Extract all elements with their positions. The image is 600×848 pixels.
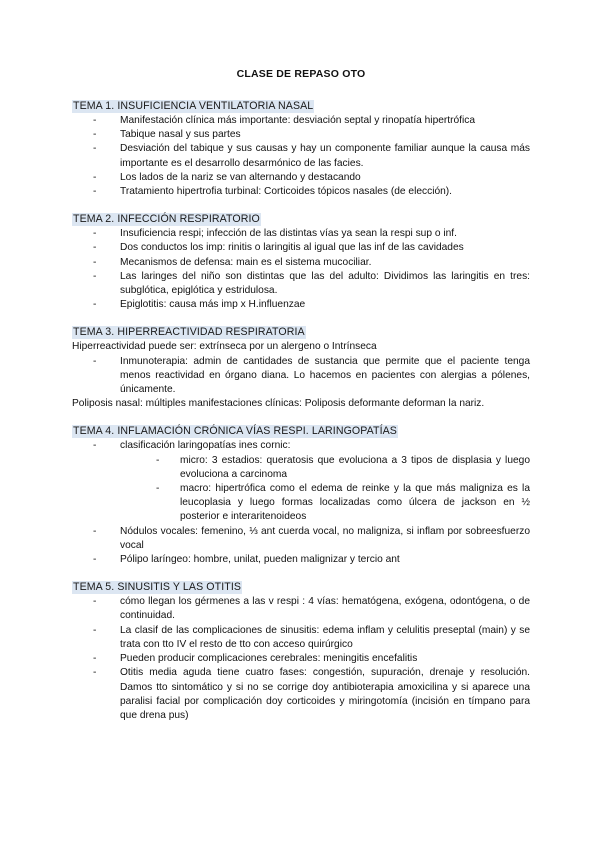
list-item: - Desviación del tabique y sus causas y hay un componente familiar aunque la causa más importante es el desarrollo desarmónico de las facies. xyxy=(120,142,530,170)
list-item xyxy=(120,439,530,524)
section-heading: TEMA 1. INSUFICIENCIA VENTILATORIA NASAL xyxy=(73,100,314,112)
bullet-list xyxy=(72,114,530,199)
document-title: CLASE DE REPASO OTO xyxy=(236,68,366,80)
list-item: - Dos conductos los imp: rinitis o laringitis al igual que las inf de las cavidades xyxy=(120,241,530,255)
section-heading: TEMA 5. SINUSITIS Y LAS OTITIS xyxy=(73,581,242,594)
list-item: - Los lados de la nariz se van alternando y destacando xyxy=(120,171,530,185)
list-item: - Epiglotitis: causa más imp x H.influenzae xyxy=(120,298,530,312)
section-heading: TEMA 2. INFECCIÓN RESPIRATORIO xyxy=(73,213,260,226)
bullet-list xyxy=(72,439,530,567)
list-item: - Insuficiencia respi; infección de las distintas vías ya sean la respi sup o inf. xyxy=(120,227,530,241)
paragraph-outro: Poliposis nasal: múltiples manifestaciones clínicas: Poliposis deformante deforman la nariz. xyxy=(72,398,485,410)
section-tema-3 xyxy=(72,322,530,411)
bullet-list xyxy=(72,227,530,312)
sub-list-item: - macro: hipertrófica como el edema de reinke y la que más maligniza es la leucoplasia y luego formas localizadas como úlcera de jackson en ½ posterior e interaritenoideos xyxy=(180,482,530,525)
section-heading: TEMA 3. HIPERREACTIVIDAD RESPIRATORIA xyxy=(73,326,305,339)
list-item: - cómo llegan los gérmenes a las v respi : 4 vías: hematógena, exógena, odontógena, o de continuidad. xyxy=(120,595,530,623)
list-item: - Tabique nasal y sus partes xyxy=(120,128,530,142)
paragraph-intro: Hiperreactividad puede ser: extrínseca por un alergeno o Intrínseca xyxy=(72,341,377,353)
list-item: - Nódulos vocales: femenino, ⅓ ant cuerda vocal, no maligniza, si inflam por sobreesfuerzo vocal xyxy=(120,525,530,553)
list-item: - La clasif de las complicaciones de sinusitis: edema inflam y celulitis preseptal (main) y se trata con tto IV el resto de tto con acceso quirúrgico xyxy=(120,624,530,652)
bullet-list xyxy=(72,355,530,398)
sub-bullet-list xyxy=(120,454,530,525)
section-tema-2 xyxy=(72,209,530,312)
section-tema-1 xyxy=(72,96,530,199)
list-item: - Inmunoterapia: admin de cantidades de sustancia que permite que el paciente tenga menos reactividad en órgano diana. Lo hacemos en pacientes con alergias a pólenes, únicamente. xyxy=(120,355,530,398)
list-item: - Pueden producir complicaciones cerebrales: meningitis encefalitis xyxy=(120,652,530,666)
section-tema-4 xyxy=(72,421,530,567)
list-item-text: clasificación laringopatías ines cornic: xyxy=(120,440,291,452)
list-item: - Las laringes del niño son distintas que las del adulto: Dividimos las laringitis en tres: subglótica, epiglótica y estridulosa. xyxy=(120,270,530,298)
list-item: - Manifestación clínica más importante: desviación septal y rinopatía hipertrófica xyxy=(120,114,530,128)
sub-list-item: - micro: 3 estadios: queratosis que evoluciona a 3 tipos de displasia y luego evoluciona a carcinoma xyxy=(180,454,530,482)
section-heading: TEMA 4. INFLAMACIÓN CRÓNICA VÍAS RESPI. LARINGOPATÍAS xyxy=(73,425,397,438)
bullet-list xyxy=(72,595,530,723)
section-tema-5 xyxy=(72,577,530,723)
list-item: - Pólipo laríngeo: hombre, unilat, pueden malignizar y tercio ant xyxy=(120,553,530,567)
list-item: - Mecanismos de defensa: main es el sistema mucociliar. xyxy=(120,256,530,270)
list-item: - Otitis media aguda tiene cuatro fases: congestión, supuración, drenaje y resolución. Damos tto sintomático y si no se corrige doy antibioterapia amoxicilina y si aparece una paralisi facial por complicación doy corticoides y miringotomía (incisión en tímpano para que drena pus) xyxy=(120,666,530,723)
list-item: - Tratamiento hipertrofia turbinal: Corticoides tópicos nasales (de elección). xyxy=(120,185,530,199)
